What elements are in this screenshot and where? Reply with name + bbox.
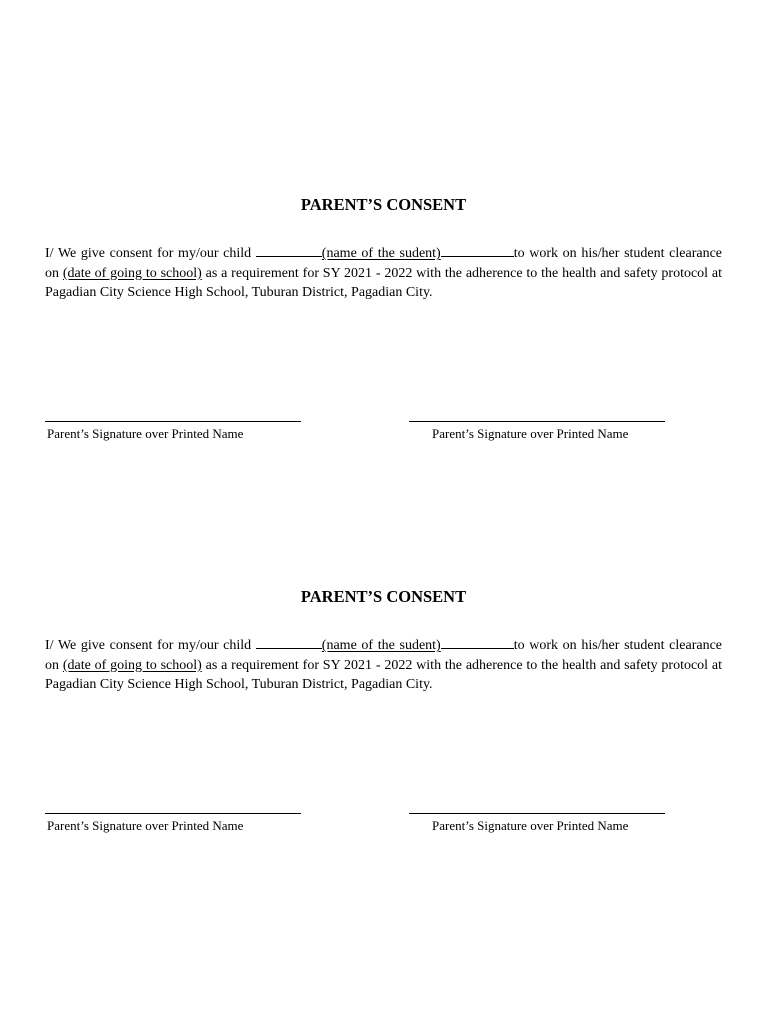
signature-label: Parent’s Signature over Printed Name — [47, 818, 244, 833]
signature-label: Parent’s Signature over Printed Name — [432, 818, 629, 833]
name-blank-line-after — [441, 244, 514, 257]
consent-paragraph — [45, 244, 722, 303]
signature-block-left — [45, 421, 301, 442]
date-placeholder: (date of going to school) — [62, 657, 202, 673]
signature-line — [45, 421, 301, 422]
consent-form-1 — [45, 193, 722, 453]
signature-block-right — [409, 421, 665, 442]
signature-label: Parent’s Signature over Printed Name — [47, 426, 244, 441]
consent-text-intro: I/ We give consent for my/our child — [45, 246, 256, 261]
form-title: PARENT’S CONSENT — [300, 587, 467, 606]
signature-line — [409, 813, 665, 814]
student-name-placeholder: (name of the sudent) — [321, 246, 441, 261]
form-title: PARENT’S CONSENT — [300, 195, 467, 214]
signature-block-left — [45, 813, 301, 834]
name-blank-line-after — [441, 636, 514, 649]
signature-line — [409, 421, 665, 422]
signature-label: Parent’s Signature over Printed Name — [432, 426, 629, 441]
consent-text-middle: to work on his/her student clearance on — [45, 246, 723, 281]
name-blank-line-before — [256, 636, 322, 649]
consent-text-intro: I/ We give consent for my/our child — [45, 638, 256, 653]
student-name-placeholder: (name of the sudent) — [321, 638, 441, 653]
consent-text-end: as a requirement for SY 2021 - 2022 with the adherence to the health and safety protocol at Pagadian City Science High School, Tuburan District, Pagadian City. — [45, 265, 723, 300]
signature-block-right — [409, 813, 665, 834]
consent-form-2 — [45, 585, 722, 845]
consent-paragraph — [45, 636, 722, 695]
consent-text-end: as a requirement for SY 2021 - 2022 with the adherence to the health and safety protocol at Pagadian City Science High School, Tuburan District, Pagadian City. — [45, 657, 723, 692]
consent-text-middle: to work on his/her student clearance on — [45, 638, 723, 673]
signature-line — [45, 813, 301, 814]
name-blank-line-before — [256, 244, 322, 257]
date-placeholder: (date of going to school) — [62, 265, 202, 281]
